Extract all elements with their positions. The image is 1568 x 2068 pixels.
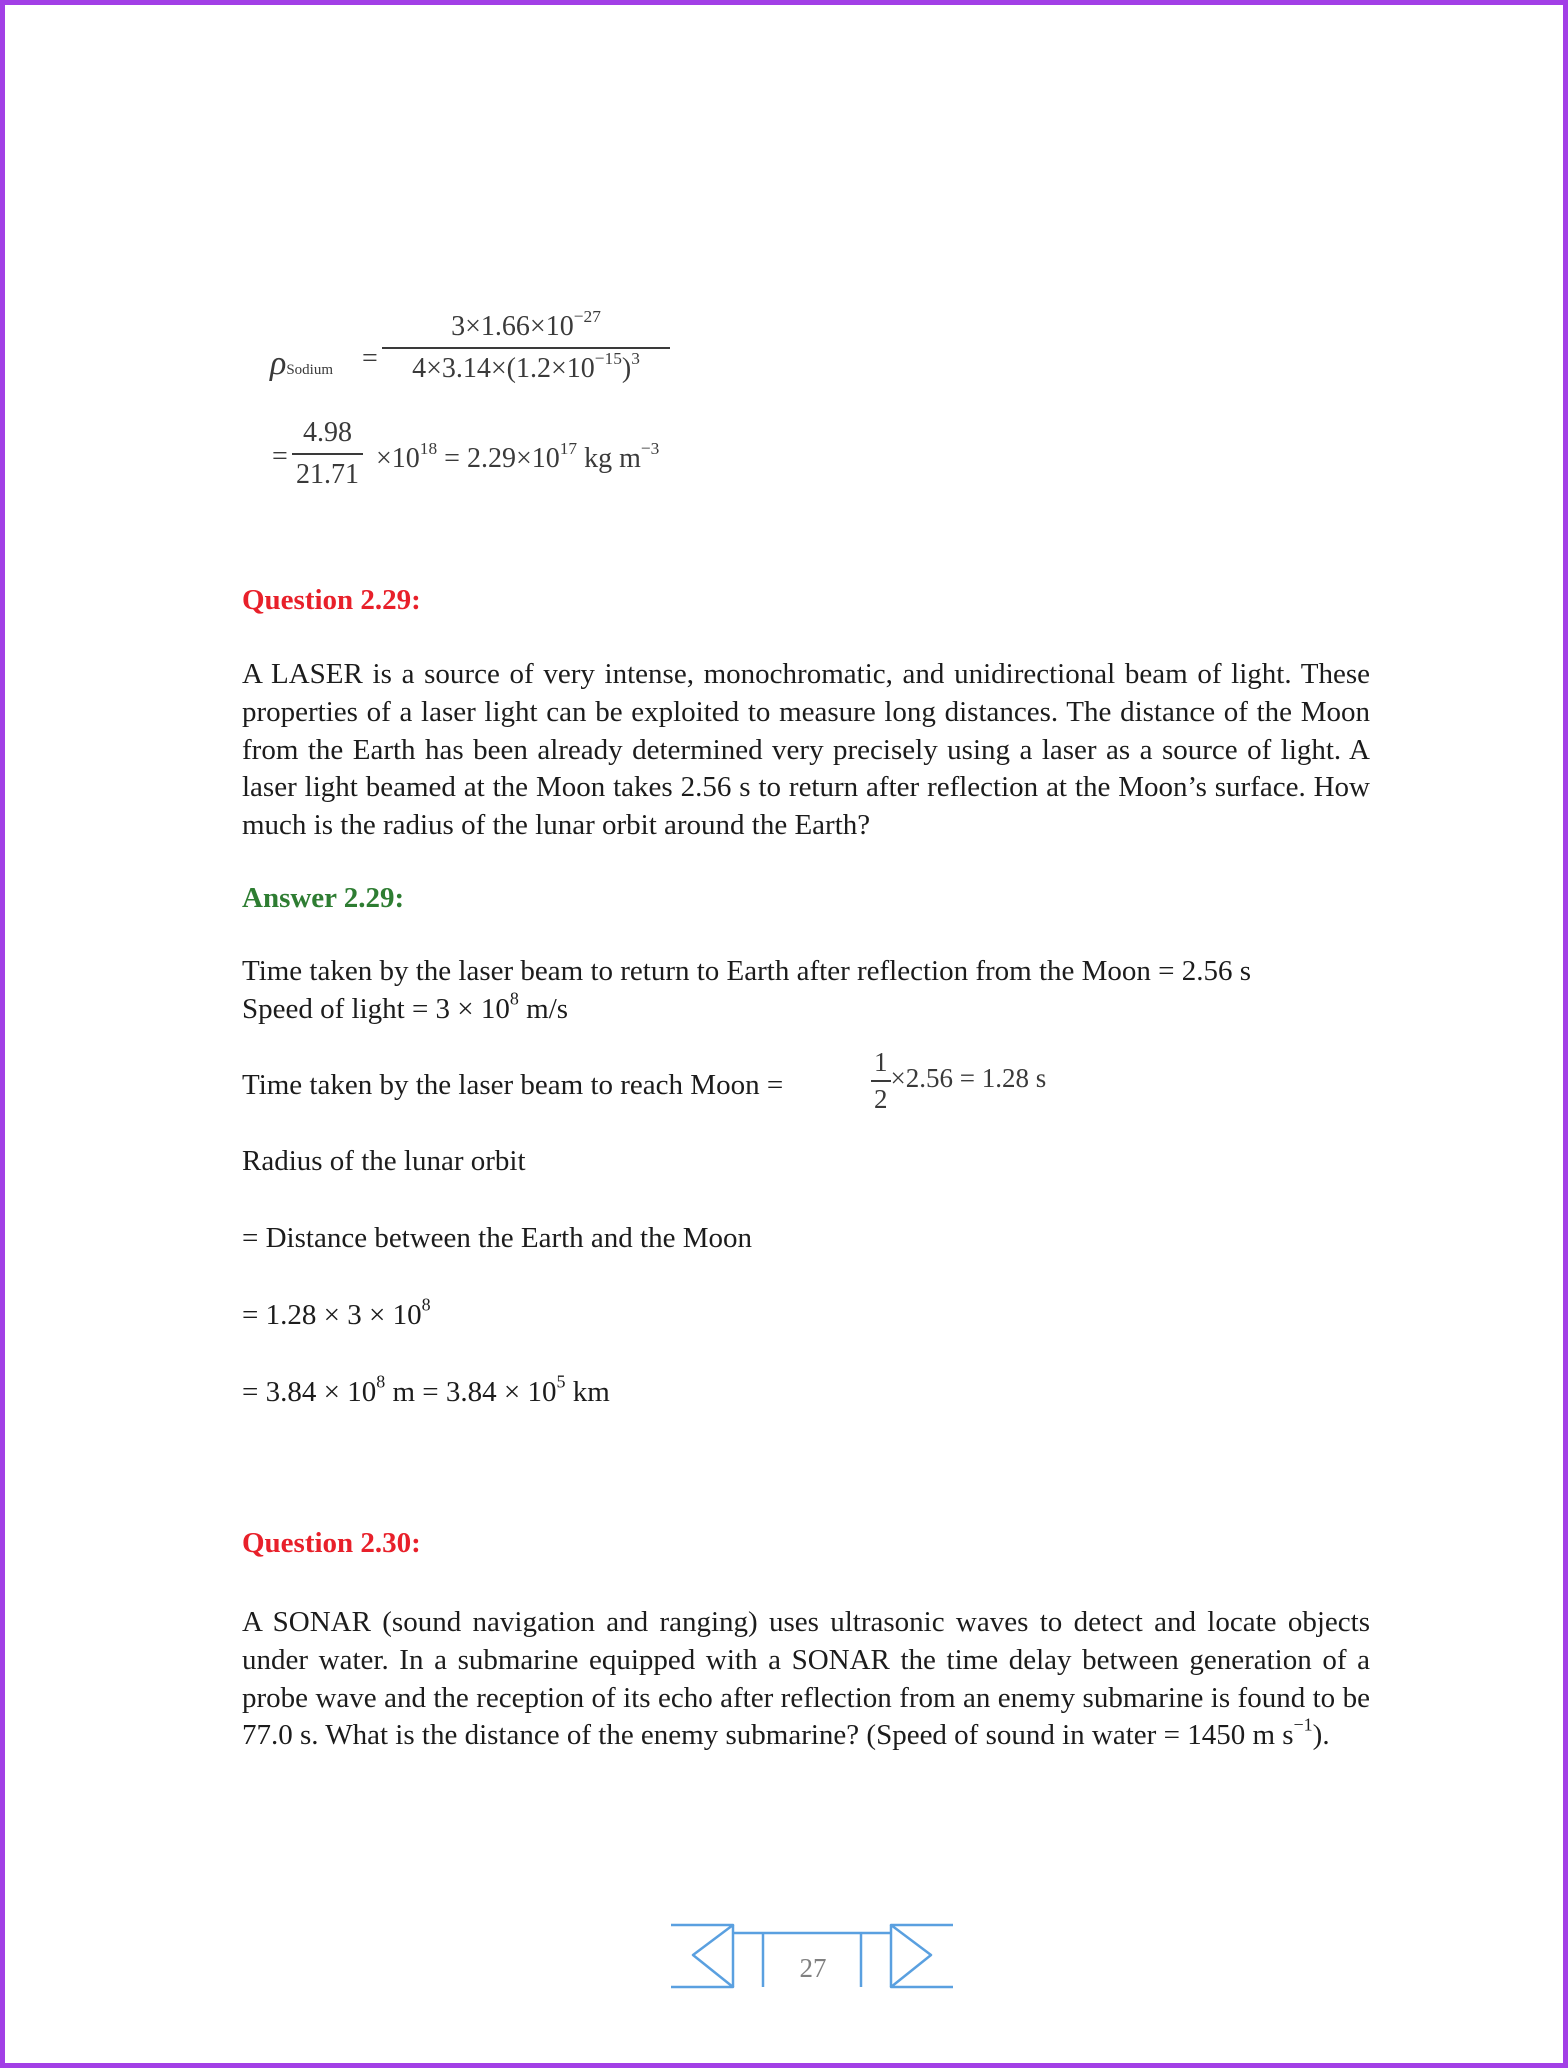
value-fraction: $\frac{4.98}{21.71}$ [292,417,363,491]
answer-line-speed-of-light: Speed of light = $3 \times 10^8$ m/s [242,988,569,1025]
question-2-29-text: A LASER is a source of very intense, monochromatic, and unidirectional beam of light. These properties of a laser light can be exploited to measure long distances. The distance of the Moon from the Earth has been already determined very precisely using a laser as a source of light. A laser light beamed at the Moon takes 2.56 s to return after reflection at the Moon’s surface. How much is the radius of the lunar orbit around the Earth? [242,658,1370,842]
density-result: $\times 10^{18} = 2.29\times 10^{17}$ kg $m^{-3}$ [376,438,660,474]
answer-2-29-heading: Answer 2.29: [242,882,405,914]
density-fraction: $\frac{3\times 1.66\times 10^{-27}}{4\times 3.14\times(1.2\times 10^{-15})^3}$ [382,311,670,385]
answer-line-distance: = Distance between the Earth and the Moon [242,1222,752,1254]
answer-line-product: = $1.28 \times 3 \times 10^8$ [242,1294,431,1331]
question-2-29-heading: Question 2.29: [242,584,421,616]
answer-line-reach-time: Time taken by the laser beam to reach Moon = [242,1069,784,1101]
answer-line-result: = $3.84 \times 10^8$ $m = 3.84 \times 10^5$ km [242,1371,610,1408]
answer-line-radius: Radius of the lunar orbit [242,1145,526,1177]
rho-symbol: ρSodium [270,345,334,382]
density-equation: ρSodium = $\frac{3\times 1.66\times 10^{-27}}{4\times 3.14\times(1.2\times 10^{-15})^3}$ = $\frac{4.98}{21.71}$ $\times 10^{18} = 2.29\times 10^{17}$ kg $m^{-3}$ [270,305,730,505]
question-2-30-heading: Question 2.30: [242,1527,421,1559]
question-2-30-text: A SONAR (sound navigation and ranging) uses ultrasonic waves to detect and locate objects under water. In a submarine equipped with a SONAR the time delay between generation of a probe wave and the reception of its echo after reflection from an enemy submarine is found to be 77.0 s. What is the distance of the enemy submarine? (Speed of sound in water = 1450 m $s^{-1}$). [242,1606,1370,1752]
page-number: 27 [799,1953,827,1983]
ribbon-right-tail [891,1925,953,1987]
ribbon-left-tail [671,1925,733,1987]
half-time-equation: $\frac{1}{2}$ ×2.56 = 1.28 s [871,1047,1046,1115]
half-fraction: $\frac{1}{2}$ [871,1047,891,1115]
answer-line-return-time: Time taken by the laser beam to return to Earth after reflection from the Moon = 2.56 s [242,955,1252,987]
